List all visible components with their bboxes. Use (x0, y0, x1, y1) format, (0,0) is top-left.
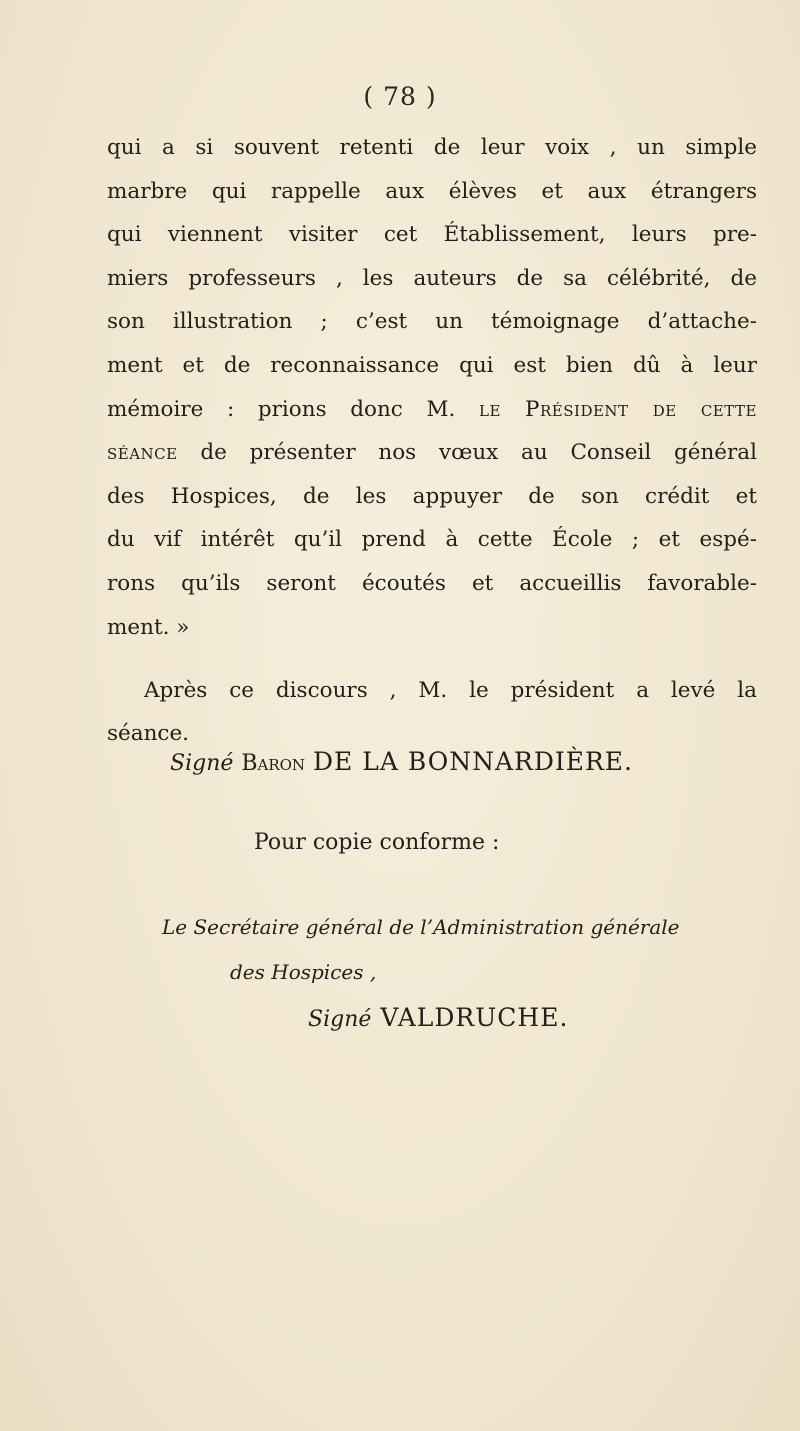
text-line (107, 431, 757, 475)
secretary-title: Le Secrétaire général de l’Administration générale (162, 915, 680, 939)
text-line: du vif intérêt qu’il prend à cette École ; et espé- (107, 527, 757, 553)
text-line: des Hospices, de les appuyer de son crédit et (107, 483, 757, 509)
text-line: séance. (107, 721, 190, 746)
text-line: Après ce discours , M. le président a levé la (144, 678, 757, 703)
secretary-subtitle: des Hospices , (230, 960, 377, 984)
signed-label: Signé (170, 751, 234, 776)
text-line: son illustration ; c’est un témoignage d’attache- (107, 309, 757, 335)
text-line: ment et de reconnaissance qui est bien dû à leur (107, 352, 757, 378)
signature-valdruche (308, 1003, 568, 1032)
closing-paragraph (107, 669, 757, 755)
certification-line: Pour copie conforme : (254, 830, 500, 855)
small-caps-text: le Président de cette (478, 396, 757, 422)
text-fragment: mémoire : prions donc M. (107, 396, 479, 422)
text-line: rons qu’ils seront écoutés et accueillis favorable- (107, 570, 757, 596)
text-line: miers professeurs , les auteurs de sa célébrité, de (107, 265, 757, 291)
text-fragment: de présenter nos vœux au Conseil général (177, 440, 757, 466)
text-line: qui viennent visiter cet Établissement, leurs pre- (107, 222, 757, 248)
text-line: ment. » (107, 614, 190, 640)
signed-label: Signé (308, 1007, 372, 1032)
body-paragraph (107, 126, 757, 649)
signatory-title: Baron (241, 751, 306, 776)
signature-baron (170, 747, 633, 776)
text-line: marbre qui rappelle aux élèves et aux étrangers (107, 178, 757, 204)
text-line: qui a si souvent retenti de leur voix , un simple (107, 135, 757, 160)
small-caps-text: séance (107, 440, 178, 466)
page-number: ( 78 ) (363, 82, 437, 111)
text-line (107, 388, 757, 432)
signatory-name: VALDRUCHE. (380, 1003, 569, 1032)
signatory-name: DE LA BONNARDIÈRE. (313, 747, 634, 776)
